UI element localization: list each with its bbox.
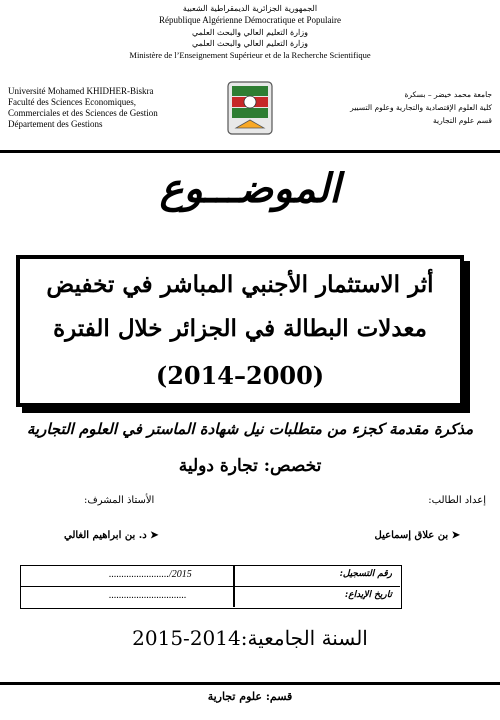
university-name-ar: جامعة محمد خيضر – بسكرة <box>404 90 492 99</box>
university-block-arabic <box>322 88 492 127</box>
department-name-ar: قسم علوم التجارية <box>432 116 492 125</box>
faculty-name-ar: كلية العلوم الإقتصادية والتجارية وعلوم التسيير <box>350 103 492 112</box>
deposit-date-value: ............................... <box>109 590 187 601</box>
republic-french: République Algérienne Démocratique et Populaire <box>159 15 341 25</box>
cell-separator <box>233 587 235 607</box>
deposit-row <box>21 587 400 607</box>
ministry-arabic-2: وزارة التعليم العالي والبحث العلمي <box>192 39 308 48</box>
specialization: تخصص: تجارة دولية <box>178 456 322 476</box>
registration-number-label: رقم التسجيل: <box>339 569 392 579</box>
student-name-text: بن علاق إسماعيل <box>374 530 449 541</box>
deposit-date-label: تاريخ الإيداع: <box>344 590 392 600</box>
arrow-icon: ➤ <box>150 530 159 541</box>
supervisor-name-text: د. بن ابراهيم الغالي <box>64 530 147 541</box>
academic-year: السنة الجامعية:2014-2015 <box>132 626 368 650</box>
header-divider <box>0 150 500 153</box>
ministry-french: Ministère de l’Enseignement Supérieur et de la Recherche Scientifique <box>129 50 371 60</box>
thesis-title-box <box>16 255 464 407</box>
university-block-french <box>8 86 208 130</box>
registration-row <box>21 566 400 587</box>
subject-heading: الموضـــوع <box>159 165 341 212</box>
supervisor-name <box>64 530 159 541</box>
cell-separator <box>233 566 235 586</box>
university-name-fr: Université Mohamed KHIDHER-Biskra <box>8 86 154 96</box>
registration-number-value: ......................../2015 <box>109 569 192 580</box>
department-footer: قسم: علوم تجارية <box>207 690 293 703</box>
thesis-title-line-1: أثر الاستثمار الأجنبي المباشر في تخفيض <box>46 271 434 298</box>
republic-arabic: الجمهورية الجزائرية الديمقراطية الشعبية <box>182 4 318 13</box>
faculty-name-fr: Faculté des Sciences Economiques, <box>8 97 136 107</box>
prepared-by-label: إعداد الطالب: <box>428 495 486 506</box>
supervisor-label: الأستاذ المشرف: <box>84 495 155 506</box>
thesis-title-line-2: معدلات البطالة في الجزائر خلال الفترة <box>53 315 427 342</box>
university-logo <box>222 80 278 136</box>
ministry-arabic-1: وزارة التعليم العالي والبحث العلمي <box>192 28 308 37</box>
thesis-title-period: (2014–2000) <box>155 361 325 390</box>
footer-divider <box>0 682 500 685</box>
faculty-name-fr-2: Commerciales et des Sciences de Gestion <box>8 108 158 118</box>
student-name <box>375 530 460 541</box>
registration-table <box>20 565 402 609</box>
memo-statement: مذكرة مقدمة كجزء من متطلبات نيل شهادة الماستر في العلوم التجارية <box>26 420 474 438</box>
department-name-fr: Département des Gestions <box>8 119 103 129</box>
arrow-icon: ➤ <box>451 530 460 541</box>
